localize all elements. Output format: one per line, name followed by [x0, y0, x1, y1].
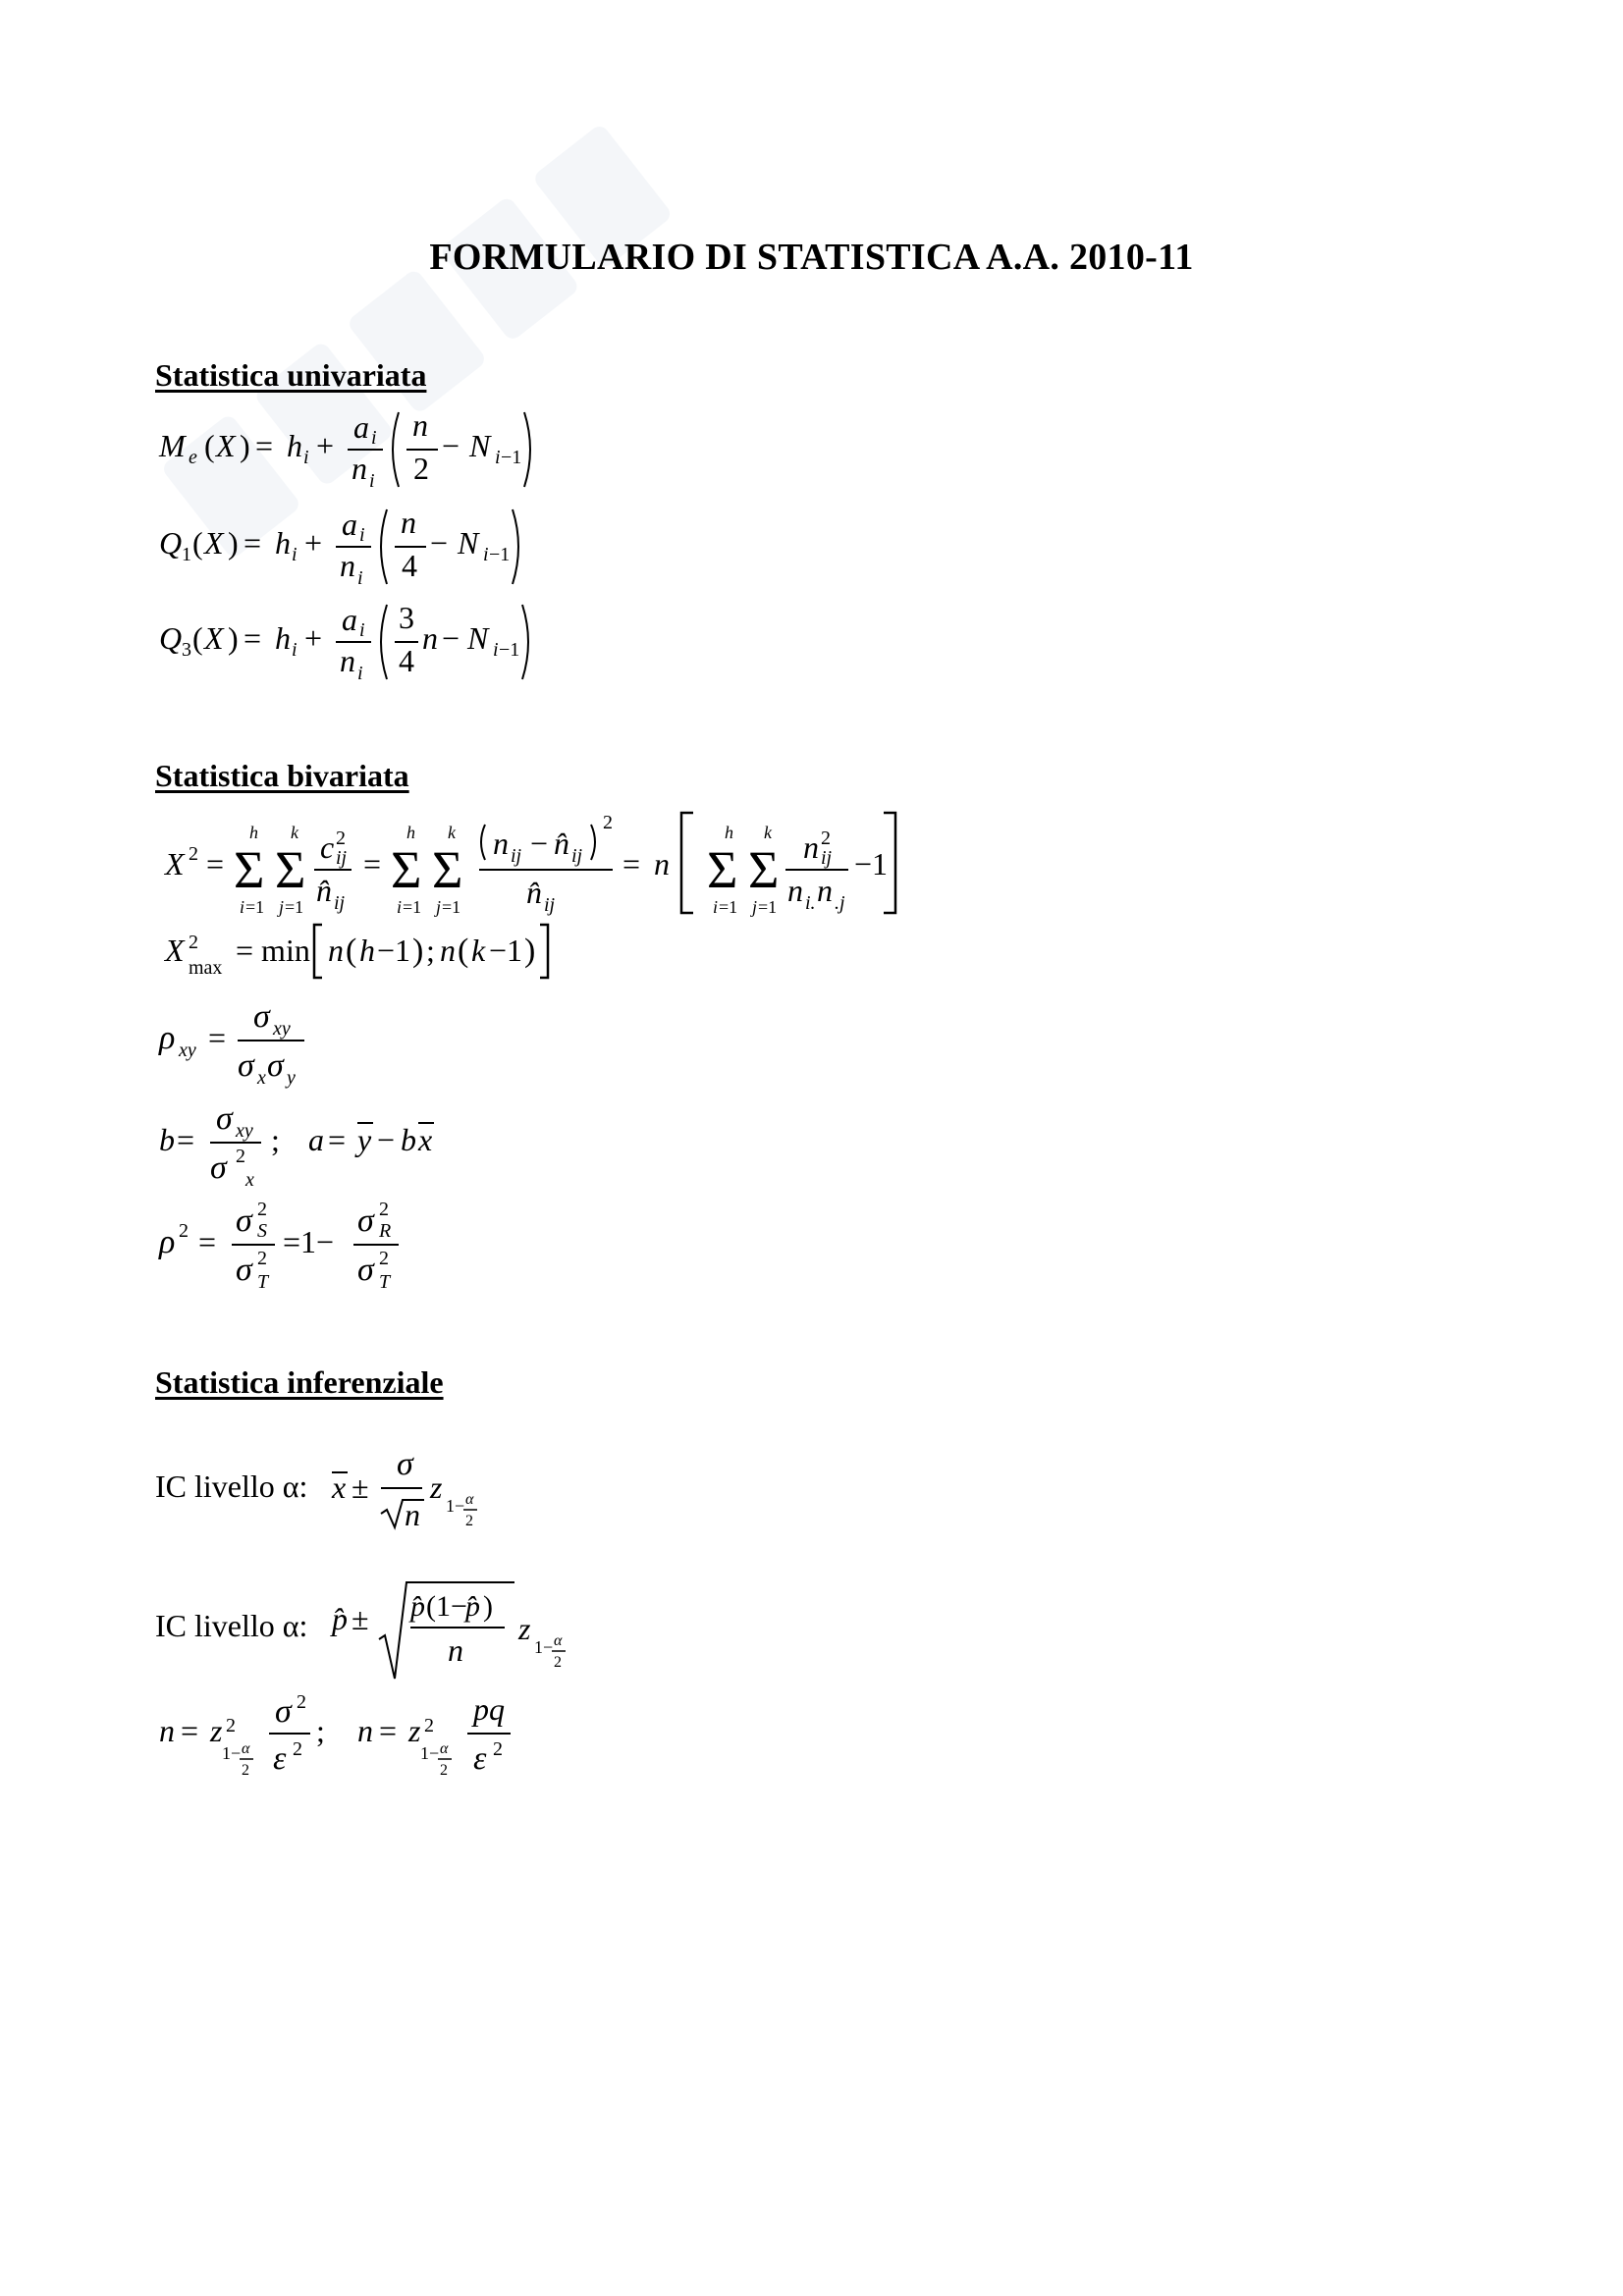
svg-text:n: n — [422, 620, 438, 656]
svg-text:n: n — [412, 407, 428, 443]
svg-text:=1: =1 — [442, 897, 461, 917]
svg-text:b: b — [159, 1122, 175, 1157]
svg-text:h: h — [725, 823, 733, 842]
svg-text:x: x — [332, 1469, 347, 1505]
svg-text:−1: −1 — [489, 933, 523, 968]
svg-text:i: i — [359, 524, 365, 546]
svg-text:n: n — [654, 846, 670, 881]
svg-text:n: n — [159, 1713, 175, 1748]
svg-text:ρ: ρ — [159, 1020, 176, 1056]
svg-text:): ) — [483, 1590, 493, 1623]
svg-text:α: α — [440, 1740, 449, 1757]
svg-text:2: 2 — [821, 828, 831, 849]
svg-text:σ: σ — [357, 1252, 374, 1288]
svg-text:x: x — [257, 1067, 266, 1089]
svg-text:−: − — [442, 428, 460, 463]
svg-text:Q: Q — [159, 620, 183, 656]
svg-text:=: = — [198, 1224, 217, 1259]
svg-text:4: 4 — [402, 548, 417, 583]
svg-text:= min: = min — [236, 933, 310, 968]
svg-text:T: T — [257, 1271, 269, 1293]
svg-text:k: k — [764, 823, 772, 842]
svg-text:σ: σ — [236, 1252, 252, 1288]
svg-text:(: ( — [346, 933, 357, 969]
svg-text:1: 1 — [182, 544, 191, 565]
svg-text:2: 2 — [336, 828, 346, 849]
svg-text:2: 2 — [242, 1762, 249, 1779]
svg-text:N: N — [467, 620, 489, 656]
svg-text:N: N — [458, 525, 479, 561]
svg-text:ε: ε — [473, 1740, 487, 1777]
formula-chi-square — [155, 799, 901, 927]
svg-text:(: ( — [204, 428, 215, 463]
svg-text:n̂: n̂ — [316, 873, 332, 908]
svg-text:−: − — [442, 620, 460, 656]
svg-text:n: n — [352, 451, 367, 486]
svg-text:=: = — [181, 1713, 199, 1748]
svg-text:2: 2 — [465, 1513, 473, 1529]
svg-text:(: ( — [192, 525, 203, 561]
svg-text:σ: σ — [238, 1047, 254, 1084]
svg-text:2: 2 — [257, 1199, 267, 1220]
svg-text:σ: σ — [275, 1693, 292, 1730]
svg-text:X: X — [165, 846, 185, 881]
svg-text:ij: ij — [336, 847, 348, 869]
svg-text:3: 3 — [399, 600, 414, 635]
svg-text:α: α — [465, 1491, 474, 1508]
svg-text:=: = — [622, 846, 641, 881]
svg-text:z: z — [408, 1713, 421, 1748]
svg-text:;: ; — [426, 933, 435, 968]
svg-text:(: ( — [192, 620, 203, 656]
svg-text:(1−: (1− — [426, 1590, 467, 1623]
svg-text:2: 2 — [413, 451, 429, 486]
formula-ic-mean — [328, 1437, 505, 1545]
svg-text:2: 2 — [440, 1762, 448, 1779]
svg-text:n: n — [448, 1632, 463, 1668]
svg-text:=1: =1 — [719, 897, 738, 917]
svg-text:c: c — [320, 829, 335, 865]
svg-text:±: ± — [352, 1469, 369, 1505]
svg-text:n: n — [493, 826, 509, 861]
svg-text:i: i — [303, 447, 309, 468]
svg-text:R: R — [379, 1220, 392, 1242]
svg-text:h: h — [406, 823, 415, 842]
svg-text:S: S — [257, 1220, 267, 1242]
svg-text:a: a — [342, 507, 357, 542]
svg-text:p̂: p̂ — [332, 1601, 348, 1636]
svg-text:=1−: =1− — [283, 1224, 335, 1259]
svg-text:=1: =1 — [758, 897, 778, 917]
svg-text:): ) — [240, 428, 250, 463]
svg-text:ij: ij — [821, 847, 833, 869]
svg-text:): ) — [412, 933, 424, 969]
svg-text:z: z — [430, 1469, 443, 1505]
svg-text:σ: σ — [236, 1202, 252, 1239]
svg-text:i: i — [397, 897, 403, 917]
svg-text:i: i — [240, 897, 245, 917]
svg-text:2: 2 — [297, 1691, 306, 1713]
svg-text:2: 2 — [379, 1248, 389, 1269]
formula-q1 — [155, 498, 568, 589]
svg-text:y: y — [287, 1067, 296, 1089]
svg-text:2: 2 — [257, 1248, 267, 1269]
svg-text:n: n — [440, 933, 456, 968]
svg-text:2: 2 — [379, 1199, 389, 1220]
svg-text:h: h — [275, 620, 291, 656]
svg-text:max: max — [189, 957, 223, 979]
svg-text:Σ: Σ — [432, 840, 463, 899]
svg-text:a: a — [342, 602, 357, 637]
svg-text:σ: σ — [216, 1100, 233, 1137]
svg-text:1−: 1− — [446, 1496, 465, 1516]
svg-text:xy: xy — [179, 1040, 196, 1061]
formula-median — [155, 400, 568, 492]
svg-text:=: = — [328, 1122, 347, 1157]
svg-text:σ: σ — [357, 1202, 374, 1239]
svg-text:ε: ε — [273, 1740, 287, 1777]
formula-q3 — [155, 593, 587, 684]
svg-text:−1: −1 — [854, 846, 889, 881]
svg-text:i: i — [359, 619, 365, 641]
svg-text:e: e — [189, 447, 197, 468]
svg-text:=: = — [243, 525, 262, 561]
svg-text:−: − — [430, 525, 449, 561]
svg-text:=1: =1 — [403, 897, 422, 917]
svg-text:3: 3 — [182, 639, 191, 661]
svg-text:1−: 1− — [222, 1743, 242, 1763]
svg-text:X: X — [165, 933, 185, 968]
svg-text:−1: −1 — [377, 933, 411, 968]
page-title: FORMULARIO DI STATISTICA A.A. 2010-11 — [429, 237, 1194, 278]
svg-text:j: j — [436, 897, 442, 917]
svg-text:z: z — [518, 1611, 531, 1646]
svg-text:i: i — [292, 639, 298, 661]
svg-text:=: = — [206, 846, 225, 881]
formula-ic-proportion — [328, 1571, 583, 1688]
svg-text:+: + — [304, 525, 323, 561]
svg-text:Σ: Σ — [275, 840, 306, 899]
svg-text:2: 2 — [554, 1654, 562, 1671]
svg-text:pq: pq — [473, 1691, 505, 1727]
svg-text:n: n — [328, 933, 344, 968]
svg-text:σ: σ — [397, 1446, 413, 1482]
svg-text:n̂: n̂ — [554, 826, 569, 861]
svg-text:n: n — [401, 505, 416, 540]
svg-text:): ) — [228, 525, 239, 561]
svg-text:a: a — [308, 1122, 324, 1157]
svg-text:σ: σ — [253, 998, 270, 1035]
svg-text:−1: −1 — [489, 544, 511, 565]
svg-text:k: k — [291, 823, 298, 842]
svg-text:i: i — [495, 447, 501, 468]
svg-text:p̂: p̂ — [410, 1590, 425, 1623]
svg-text:ij: ij — [571, 845, 583, 867]
svg-text:T: T — [379, 1271, 391, 1293]
svg-text:(: ( — [458, 933, 469, 969]
svg-text:+: + — [304, 620, 323, 656]
svg-text:=1: =1 — [245, 897, 265, 917]
svg-text:X: X — [216, 428, 236, 463]
svg-text:n: n — [357, 1713, 373, 1748]
svg-text:Q: Q — [159, 525, 183, 561]
svg-text:.j: .j — [835, 892, 845, 914]
svg-text:N: N — [469, 428, 491, 463]
svg-text:Σ: Σ — [707, 840, 738, 899]
svg-text:n: n — [787, 873, 803, 908]
svg-text:2: 2 — [189, 843, 198, 865]
svg-text:p̂: p̂ — [465, 1590, 480, 1623]
section-heading-bivariata: Statistica bivariata — [155, 758, 409, 793]
svg-text:i: i — [493, 639, 499, 661]
svg-text:i: i — [357, 663, 363, 684]
svg-text:=: = — [208, 1020, 227, 1055]
svg-text:2: 2 — [226, 1715, 236, 1736]
svg-text:j: j — [752, 897, 758, 917]
svg-text:ρ: ρ — [159, 1224, 176, 1260]
svg-text:2: 2 — [189, 932, 198, 953]
svg-text:ij: ij — [334, 892, 346, 914]
svg-text:−1: −1 — [499, 639, 520, 661]
svg-text:): ) — [524, 933, 536, 969]
svg-text:i: i — [371, 427, 377, 449]
svg-text:±: ± — [352, 1601, 369, 1636]
svg-text:α: α — [242, 1740, 250, 1757]
svg-text:X: X — [204, 620, 224, 656]
svg-text:2: 2 — [493, 1738, 503, 1760]
svg-text:i: i — [483, 544, 489, 565]
svg-text:X: X — [204, 525, 224, 561]
svg-text:b: b — [401, 1122, 416, 1157]
svg-text:j: j — [279, 897, 285, 917]
svg-text:Σ: Σ — [234, 840, 265, 899]
svg-text:n: n — [817, 873, 833, 908]
svg-text:i: i — [369, 470, 375, 492]
svg-text:α: α — [554, 1632, 563, 1649]
svg-text:;: ; — [271, 1122, 280, 1157]
svg-text:−: − — [530, 826, 549, 861]
svg-text:=: = — [177, 1122, 195, 1157]
svg-text:i: i — [292, 544, 298, 565]
svg-text:2: 2 — [603, 812, 613, 833]
svg-text:x: x — [418, 1122, 433, 1157]
svg-text:i: i — [357, 567, 363, 589]
svg-text:k: k — [471, 933, 486, 968]
svg-text:+: + — [316, 428, 335, 463]
svg-text:Σ: Σ — [748, 840, 780, 899]
svg-text:z: z — [210, 1713, 223, 1748]
svg-text:=: = — [255, 428, 274, 463]
svg-text:y: y — [357, 1122, 372, 1157]
svg-text:i.: i. — [805, 892, 816, 914]
svg-text:=: = — [243, 620, 262, 656]
svg-text:n̂: n̂ — [526, 875, 542, 910]
svg-text:−1: −1 — [501, 447, 522, 468]
svg-text:−: − — [377, 1122, 396, 1157]
svg-text:h: h — [275, 525, 291, 561]
formula-correlation — [155, 989, 352, 1088]
svg-text:n: n — [803, 829, 819, 865]
ic-label-proportion: IC livello α: — [155, 1608, 308, 1643]
formula-determination — [155, 1194, 450, 1292]
svg-text:n: n — [405, 1497, 420, 1532]
svg-text:x: x — [245, 1169, 254, 1191]
svg-text:xy: xy — [273, 1018, 291, 1040]
svg-text:2: 2 — [179, 1220, 189, 1242]
svg-text:k: k — [448, 823, 456, 842]
svg-text:ij: ij — [544, 894, 556, 916]
svg-text:n: n — [340, 548, 355, 583]
svg-text:i: i — [713, 897, 719, 917]
svg-text:σ: σ — [210, 1149, 227, 1186]
svg-text:xy: xy — [236, 1120, 253, 1142]
formula-chi-square-max — [155, 919, 626, 988]
svg-text:2: 2 — [424, 1715, 434, 1736]
svg-text:σ: σ — [267, 1047, 284, 1084]
formula-regression — [155, 1095, 489, 1194]
svg-text:=1: =1 — [285, 897, 304, 917]
svg-text:h: h — [359, 933, 375, 968]
section-heading-univariata: Statistica univariata — [155, 357, 427, 393]
svg-text:a: a — [353, 409, 369, 445]
svg-text:4: 4 — [399, 643, 414, 678]
svg-text:=: = — [363, 846, 382, 881]
svg-text:2: 2 — [293, 1738, 302, 1760]
section-heading-inferenziale: Statistica inferenziale — [155, 1364, 444, 1400]
svg-text:h: h — [287, 428, 302, 463]
svg-text:): ) — [228, 620, 239, 656]
svg-text:h: h — [249, 823, 258, 842]
svg-text:2: 2 — [236, 1146, 245, 1167]
svg-text:Σ: Σ — [391, 840, 422, 899]
svg-text:M: M — [159, 428, 186, 463]
svg-text:1−: 1− — [420, 1743, 440, 1763]
svg-text:1−: 1− — [534, 1637, 554, 1657]
ic-label-mean: IC livello α: — [155, 1468, 308, 1504]
svg-text:ij: ij — [511, 845, 522, 867]
svg-text:;: ; — [316, 1713, 325, 1748]
svg-text:=: = — [379, 1713, 398, 1748]
svg-text:n: n — [340, 643, 355, 678]
formula-sample-size — [155, 1684, 568, 1792]
